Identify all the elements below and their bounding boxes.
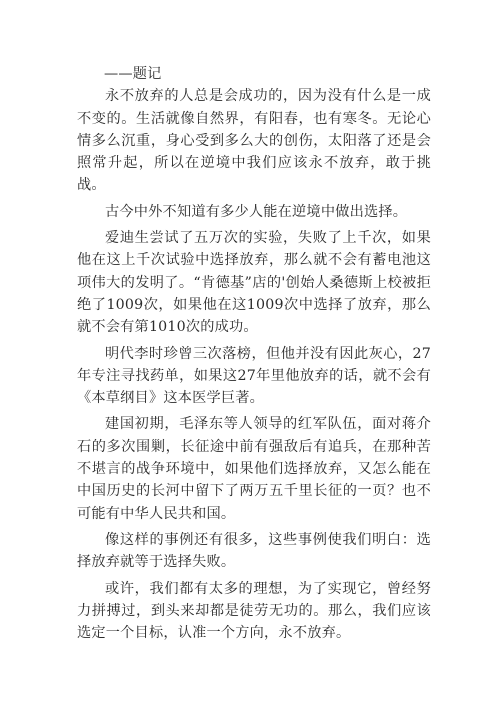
paragraph: 或许，我们都有太多的理想，为了实现它，曾经努力拼搏过，到头来却都是徒劳无功的。那么，我们应该选定一个目标，认准一个方向，永不放弃。: [77, 580, 431, 642]
paragraph: 古今中外不知道有多少人能在逆境中做出选择。: [105, 203, 408, 220]
paragraph: 明代李时珍曾三次落榜，但他并没有因此灰心，27年专注寻找药单，如果这27年里他放弃的话，就不会有《本草纲目》这本医学巨著。: [77, 345, 431, 407]
document-body: [77, 63, 431, 648]
paragraph: 永不放弃的人总是会成功的，因为没有什么是一成不变的。生活就像自然界，有阳春，也有寒冬。无论心情多么沉重，身心受到多么大的创伤，太阳落了还是会照常升起，所以在逆境中我们应该永不放弃，敢于挑战。: [77, 88, 431, 194]
paragraph: 爱迪生尝试了五万次的实验，失败了上千次，如果他在这上千次试验中选择放弃，那么就不会有蓄电池这项伟大的发明了。“肯德基”店的'创始人桑德斯上校被拒绝了1009次，如果他在这1009次中选择了放弃，那么就不会有第1010次的成功。: [77, 230, 431, 336]
paragraph: 建国初期，毛泽东等人领导的红军队伍，面对蒋介石的多次围剿，长征途中前有强敌后有追兵，在那种苦不堪言的战争环境中，如果他们选择放弃，又怎么能在中国历史的长河中留下了两万五千里长征的一页？也不可能有中华人民共和国。: [77, 416, 431, 522]
paragraph: 像这样的事例还有很多，这些事例使我们明白：选择放弃就等于选择失败。: [77, 531, 431, 571]
epigraph-heading: ——题记: [104, 66, 162, 82]
